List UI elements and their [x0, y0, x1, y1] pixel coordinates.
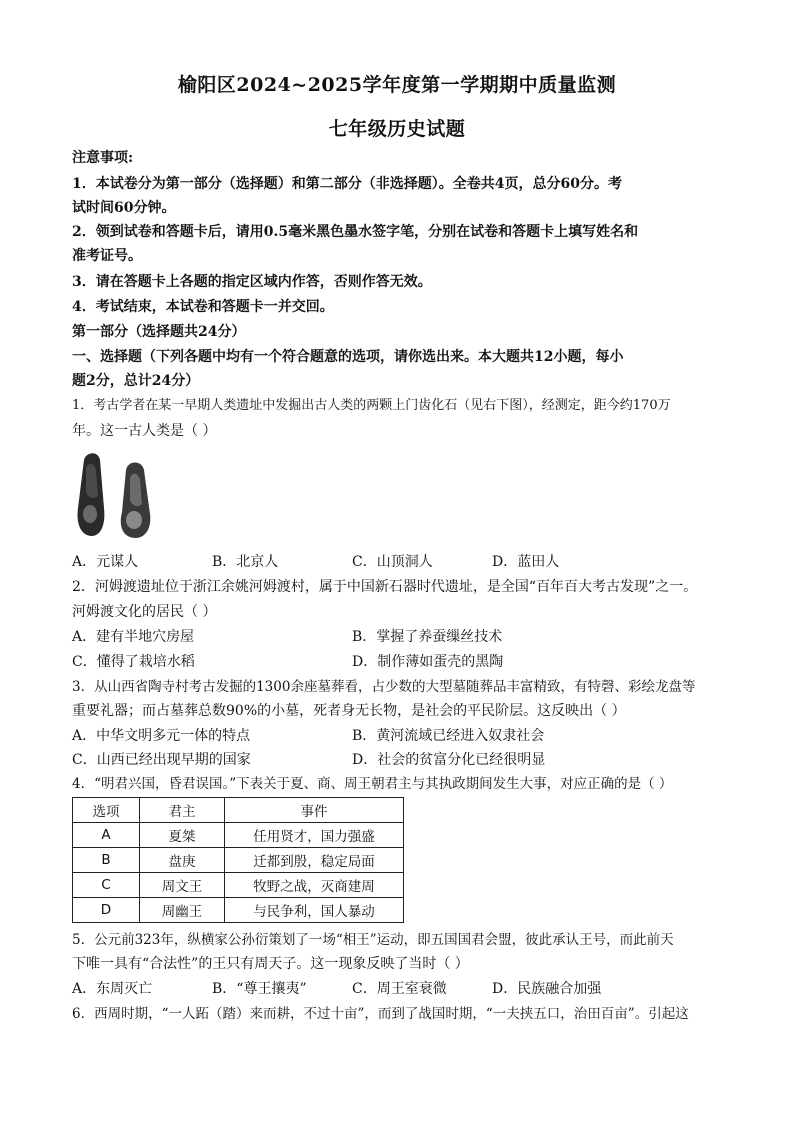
notice-item: 试时间60分钟。 — [72, 200, 176, 216]
table-cell: 任用贤才，国力强盛 — [225, 823, 404, 848]
question-1-stem: 年。这一古人类是（ ） — [72, 423, 217, 439]
option-b[interactable]: B．掌握了养蚕缫丝技术 — [352, 629, 503, 645]
option-b[interactable]: B．“尊王攘夷” — [212, 981, 307, 997]
question-1-stem: 1．考古学者在某一早期人类遗址中发掘出古人类的两颗上门齿化石（见右下图），经测定，距今约170万 — [72, 398, 671, 413]
question-2-stem: 河姆渡文化的居民（ ） — [72, 604, 217, 620]
option-d[interactable]: D．社会的贫富分化已经很明显 — [352, 752, 546, 768]
question-3-options — [72, 748, 722, 772]
table-row — [73, 873, 404, 898]
question-1-options — [72, 550, 722, 574]
option-a[interactable]: A．元谋人 — [72, 554, 139, 570]
table-row — [73, 848, 404, 873]
option-a[interactable]: A．建有半地穴房屋 — [72, 629, 195, 645]
question-3-stem: 重要礼器；而占墓葬总数90%的小墓，死者身无长物，是社会的平民阶层。这反映出（ ） — [72, 703, 626, 719]
exam-subtitle: 七年级历史试题 — [328, 118, 466, 140]
table-cell: 周文王 — [140, 873, 225, 898]
part-heading: 第一部分（选择题共24分） — [72, 324, 246, 340]
table-cell: 迁都到殷，稳定局面 — [225, 848, 404, 873]
section-instructions: 题2分，总计24分） — [72, 373, 200, 389]
option-c[interactable]: C．山顶洞人 — [352, 554, 433, 570]
notice-item: 2．领到试卷和答题卡后，请用0.5毫米黑色墨水签字笔，分别在试卷和答题卡上填写姓名和 — [72, 224, 639, 240]
table-cell: 盘庚 — [140, 848, 225, 873]
option-c[interactable]: C．懂得了栽培水稻 — [72, 654, 195, 670]
section-instructions: 一、选择题（下列各题中均有一个符合题意的选项，请你选出来。本大题共12小题，每小 — [72, 349, 624, 365]
table-row — [73, 823, 404, 848]
tooth-fossil-image — [72, 448, 164, 540]
exam-title: 榆阳区2024~2025学年度第一学期期中质量监测 — [177, 74, 617, 96]
question-6-stem: 6．西周时期，“一人跖（踏）来而耕，不过十亩”，而到了战国时期，“一夫挟五口，治田百亩”。引起这 — [72, 1006, 689, 1022]
question-5-options — [72, 977, 722, 1001]
question-4-table — [72, 797, 404, 923]
table-cell: 与民争利，国人暴动 — [225, 898, 404, 923]
question-2-options — [72, 625, 722, 649]
question-5-stem: 5．公元前323年，纵横家公孙衍策划了一场“相王”运动，即五国国君会盟，彼此承认王号，而此前天 — [72, 932, 674, 948]
table-cell: B — [73, 848, 140, 873]
notice-item: 1．本试卷分为第一部分（选择题）和第二部分（非选择题）。全卷共4页，总分60分。考 — [72, 176, 622, 192]
table-header-row — [73, 798, 404, 823]
notice-item: 准考证号。 — [72, 248, 142, 264]
notice-item: 4．考试结束，本试卷和答题卡一并交回。 — [72, 299, 334, 315]
table-cell: A — [73, 823, 140, 848]
option-d[interactable]: D．民族融合加强 — [492, 981, 602, 997]
question-3-options — [72, 724, 722, 748]
option-b[interactable]: B．北京人 — [212, 554, 279, 570]
table-cell: 周幽王 — [140, 898, 225, 923]
option-a[interactable]: A．东周灭亡 — [72, 981, 153, 997]
question-2-options — [72, 650, 722, 674]
question-4-stem: 4．“明君兴国，昏君误国。”下表关于夏、商、周王朝君主与其执政期间发生大事，对应正确的是（ ） — [72, 776, 673, 792]
table-header-cell: 事件 — [225, 798, 404, 823]
table-cell: D — [73, 898, 140, 923]
option-c[interactable]: C．周王室衰微 — [352, 981, 447, 997]
option-d[interactable]: D．蓝田人 — [492, 554, 560, 570]
table-cell: C — [73, 873, 140, 898]
table-row — [73, 898, 404, 923]
option-b[interactable]: B．黄河流域已经进入奴隶社会 — [352, 728, 545, 744]
question-2-stem: 2．河姆渡遗址位于浙江余姚河姆渡村，属于中国新石器时代遗址，是全国“百年百大考古发现”之一。 — [72, 579, 698, 595]
notice-item: 3．请在答题卡上各题的指定区域内作答，否则作答无效。 — [72, 274, 432, 290]
question-5-stem: 下唯一具有“合法性”的王只有周天子。这一现象反映了当时（ ） — [72, 956, 469, 972]
table-header-cell: 君主 — [140, 798, 225, 823]
table-cell: 夏桀 — [140, 823, 225, 848]
option-d[interactable]: D．制作薄如蛋壳的黑陶 — [352, 654, 504, 670]
question-3-stem: 3．从山西省陶寺村考古发掘的1300余座墓葬看，占少数的大型墓随葬品丰富精致，有特磬、彩绘龙盘等 — [72, 679, 696, 695]
option-a[interactable]: A．中华文明多元一体的特点 — [72, 728, 251, 744]
option-c[interactable]: C．山西已经出现早期的国家 — [72, 752, 251, 768]
notice-heading: 注意事项: — [72, 150, 134, 166]
table-cell: 牧野之战，灭商建周 — [225, 873, 404, 898]
table-header-cell: 选项 — [73, 798, 140, 823]
